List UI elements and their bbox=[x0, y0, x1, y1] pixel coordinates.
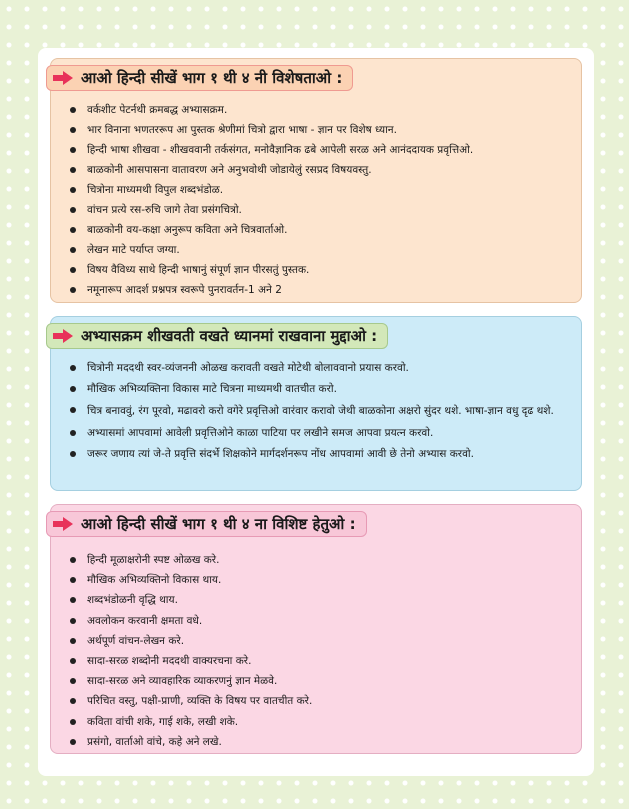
list-item: अर्थपूर्ण वांचन-लेखन करे. bbox=[67, 634, 312, 648]
list-item: सादा-सरळ अने व्यावहारिक व्याकरणनुं ज्ञान मेळवे. bbox=[67, 674, 312, 688]
list-item: कविता वांची शके, गाई शके, लखी शके. bbox=[67, 715, 312, 729]
list-item: बाळकोनी आसपासना वातावरण अने अनुभवोथी जोडायेलुं रसप्रद विषयवस्तु. bbox=[67, 163, 473, 177]
list-item: परिचित वस्तु, पक्षी-प्राणी, व्यक्ति के विषय पर वातचीत करे. bbox=[67, 694, 312, 708]
arrow-right-icon bbox=[53, 517, 73, 531]
list-item: सादा-सरळ शब्दोनी मददथी वाक्यरचना करे. bbox=[67, 654, 312, 668]
objectives-heading bbox=[46, 511, 367, 537]
objectives-heading-text: आओ हिन्दी सीखें भाग १ थी ४ ना विशिष्ट हेतुओ : bbox=[81, 515, 356, 533]
list-item: चित्रोना माध्यमथी विपुल शब्दभंडोळ. bbox=[67, 183, 473, 197]
list-item: मौखिक अभिव्यक्तिनो विकास थाय. bbox=[67, 573, 312, 587]
list-item: अभ्यासमां आपवामां आवेली प्रवृत्तिओने काळा पाटिया पर लखीने समज आपवा प्रयत्न करवो. bbox=[67, 426, 567, 440]
features-heading-text: आओ हिन्दी सीखें भाग १ थी ४ नी विशेषताओ : bbox=[81, 69, 343, 87]
list-item: शब्दभंडोळनी वृद्धि थाय. bbox=[67, 593, 312, 607]
teaching-points-heading bbox=[46, 323, 388, 349]
list-item: प्रसंगो, वार्ताओ वांचे, कहे अने लखे. bbox=[67, 735, 312, 749]
list-item: भार विनाना भणतररूप आ पुस्तक श्रेणीमां चित्रो द्वारा भाषा - ज्ञान पर विशेष ध्यान. bbox=[67, 123, 473, 137]
list-item: हिन्दी मूळाक्षरोनी स्पष्ट ओळख करे. bbox=[67, 553, 312, 567]
teaching-points-panel bbox=[50, 316, 582, 491]
features-heading bbox=[46, 65, 353, 91]
list-item: नमूनारूप आदर्श प्रश्नपत्र स्वरूपे पुनरावर्तन-1 अने 2 bbox=[67, 283, 473, 297]
teaching-points-heading-text: अभ्यासक्रम शीखवती वखते ध्यानमां राखवाना मुद्दाओ : bbox=[81, 327, 378, 345]
objectives-list bbox=[67, 553, 312, 755]
features-panel bbox=[50, 58, 582, 303]
list-item: जरूर जणाय त्यां जे-ते प्रवृत्ति संदर्भे शिक्षकोने मार्गदर्शनरूप नोंध आपवामां आवी छे तेनो अभ्यास करवो. bbox=[67, 447, 567, 461]
arrow-right-icon bbox=[53, 329, 73, 343]
teaching-points-list bbox=[67, 361, 567, 468]
list-item: विषय वैविध्य साथे हिन्दी भाषानुं संपूर्ण ज्ञान पीरसतुं पुस्तक. bbox=[67, 263, 473, 277]
list-item: अवलोकन करवानी क्षमता वधे. bbox=[67, 614, 312, 628]
list-item: चित्रोनी मददथी स्वर-व्यंजननी ओळख करावती वखते मोटेथी बोलाववानो प्रयास करवो. bbox=[67, 361, 567, 375]
objectives-panel bbox=[50, 504, 582, 754]
arrow-right-icon bbox=[53, 71, 73, 85]
list-item: हिन्दी भाषा शीखवा - शीखववानी तर्कसंगत, मनोवैज्ञानिक ढबे आपेली सरळ अने आनंददायक प्रवृत्तिओ. bbox=[67, 143, 473, 157]
list-item: बाळकोनी वय-कक्षा अनुरूप कविता अने चित्रवार्ताओ. bbox=[67, 223, 473, 237]
list-item: मौखिक अभिव्यक्तिना विकास माटे चित्रना माध्यमथी वातचीत करो. bbox=[67, 382, 567, 396]
content-page bbox=[38, 48, 594, 776]
features-list bbox=[67, 103, 473, 303]
list-item: वर्कशीट पेटर्नथी क्रमबद्ध अभ्यासक्रम. bbox=[67, 103, 473, 117]
list-item: चित्र बनाववुं, रंग पूरवो, मढावरो करो वगेरे प्रवृत्तिओ वारंवार करावो जेथी बाळकोना अक्षरो सुंदर थशे. भाषा-ज्ञान वधु दृढ थशे. bbox=[67, 403, 567, 419]
list-item: लेखन माटे पर्याप्त जग्या. bbox=[67, 243, 473, 257]
list-item: वांचन प्रत्ये रस-रुचि जागे तेवा प्रसंगचित्रो. bbox=[67, 203, 473, 217]
